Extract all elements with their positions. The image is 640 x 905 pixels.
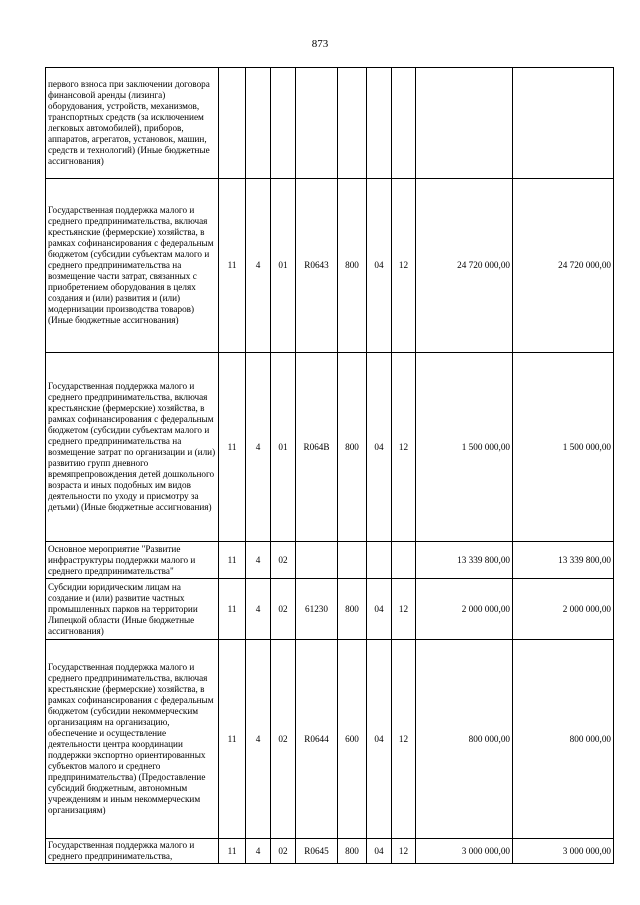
code-cell: 11 xyxy=(219,579,246,640)
code-cell: 12 xyxy=(392,640,416,839)
amount-cell: 24 720 000,00 xyxy=(513,179,614,353)
code-cell: 02 xyxy=(271,542,296,579)
amount-cell: 1 500 000,00 xyxy=(513,353,614,542)
code-cell xyxy=(296,68,338,179)
code-cell: 4 xyxy=(246,542,271,579)
code-cell: R0644 xyxy=(296,640,338,839)
code-cell: 4 xyxy=(246,579,271,640)
amount-cell xyxy=(513,68,614,179)
code-cell: 800 xyxy=(338,579,367,640)
code-cell: 4 xyxy=(246,839,271,864)
row-description: Основное мероприятие "Развитие инфраструктуры поддержки малого и среднего предпринимательства" xyxy=(46,542,219,579)
amount-cell: 3 000 000,00 xyxy=(513,839,614,864)
code-cell: 800 xyxy=(338,353,367,542)
code-cell: 11 xyxy=(219,353,246,542)
code-cell: R0645 xyxy=(296,839,338,864)
code-cell: 02 xyxy=(271,579,296,640)
amount-cell: 2 000 000,00 xyxy=(513,579,614,640)
code-cell: 4 xyxy=(246,179,271,353)
code-cell: R064B xyxy=(296,353,338,542)
table-row xyxy=(46,542,614,579)
row-description: Субсидии юридическим лицам на создание и (или) развитие частных промышленных парков на территории Липецкой области (Иные бюджетные ассигнования) xyxy=(46,579,219,640)
code-cell: 01 xyxy=(271,179,296,353)
table-row xyxy=(46,579,614,640)
code-cell xyxy=(367,68,392,179)
code-cell xyxy=(271,68,296,179)
code-cell: 02 xyxy=(271,640,296,839)
table-row xyxy=(46,179,614,353)
code-cell xyxy=(392,68,416,179)
row-description: первого взноса при заключении договора финансовой аренды (лизинга) оборудования, устройств, механизмов, транспортных средств (за исключением легковых автомобилей), приборов, аппаратов, агрегатов, установок, машин, средств и технологий) (Иные бюджетные ассигнования) xyxy=(46,68,219,179)
code-cell: 12 xyxy=(392,839,416,864)
amount-cell: 2 000 000,00 xyxy=(416,579,513,640)
code-cell: 61230 xyxy=(296,579,338,640)
table-row xyxy=(46,353,614,542)
budget-table xyxy=(45,67,614,864)
amount-cell: 3 000 000,00 xyxy=(416,839,513,864)
amount-cell: 800 000,00 xyxy=(416,640,513,839)
code-cell: 4 xyxy=(246,353,271,542)
code-cell: 800 xyxy=(338,839,367,864)
code-cell: 600 xyxy=(338,640,367,839)
code-cell: 04 xyxy=(367,579,392,640)
code-cell: 11 xyxy=(219,640,246,839)
amount-cell: 13 339 800,00 xyxy=(513,542,614,579)
amount-cell xyxy=(416,68,513,179)
code-cell: 02 xyxy=(271,839,296,864)
code-cell: 01 xyxy=(271,353,296,542)
code-cell: R0643 xyxy=(296,179,338,353)
code-cell xyxy=(338,68,367,179)
code-cell: 12 xyxy=(392,179,416,353)
code-cell: 800 xyxy=(338,179,367,353)
code-cell: 11 xyxy=(219,179,246,353)
code-cell: 4 xyxy=(246,640,271,839)
row-description: Государственная поддержка малого и среднего предпринимательства, включая крестьянские (фермерские) хозяйства, в рамках софинансирования с федеральным бюджетом (субсидии субъектам малого и среднего предпринимательства на возмещение части затрат, связанных с приобретением оборудования в целях создания и (или) развития и (или) модернизации производства товаров) (Иные бюджетные ассигнования) xyxy=(46,179,219,353)
code-cell: 12 xyxy=(392,353,416,542)
amount-cell: 1 500 000,00 xyxy=(416,353,513,542)
code-cell xyxy=(367,542,392,579)
row-description: Государственная поддержка малого и среднего предпринимательства, xyxy=(46,839,219,864)
code-cell: 12 xyxy=(392,579,416,640)
code-cell xyxy=(338,542,367,579)
code-cell: 04 xyxy=(367,179,392,353)
amount-cell: 800 000,00 xyxy=(513,640,614,839)
code-cell: 04 xyxy=(367,640,392,839)
amount-cell: 24 720 000,00 xyxy=(416,179,513,353)
code-cell xyxy=(392,542,416,579)
code-cell xyxy=(219,68,246,179)
row-description: Государственная поддержка малого и среднего предпринимательства, включая крестьянские (фермерские) хозяйства, в рамках софинансирования с федеральным бюджетом (субсидии некоммерческим организациям на организацию, обеспечение и осуществление деятельности центра координации поддержки экспортно ориентированных субъектов малого и среднего предпринимательства) (Предоставление субсидий бюджетным, автономным учреждениям и иным некоммерческим организациям) xyxy=(46,640,219,839)
table-row xyxy=(46,68,614,179)
code-cell xyxy=(296,542,338,579)
amount-cell: 13 339 800,00 xyxy=(416,542,513,579)
code-cell: 04 xyxy=(367,839,392,864)
code-cell: 04 xyxy=(367,353,392,542)
page-number: 873 xyxy=(311,38,329,50)
table-row xyxy=(46,640,614,839)
code-cell: 11 xyxy=(219,839,246,864)
table-row xyxy=(46,839,614,864)
row-description: Государственная поддержка малого и среднего предпринимательства, включая крестьянские (фермерские) хозяйства, в рамках софинансирования с федеральным бюджетом (субсидии субъектам малого и среднего предпринимательства на возмещение затрат по организации и (или) развитию групп дневного времяпрепровождения детей дошкольного возраста и иных подобных им видов деятельности по уходу и присмотру за детьми) (Иные бюджетные ассигнования) xyxy=(46,353,219,542)
code-cell xyxy=(246,68,271,179)
code-cell: 11 xyxy=(219,542,246,579)
